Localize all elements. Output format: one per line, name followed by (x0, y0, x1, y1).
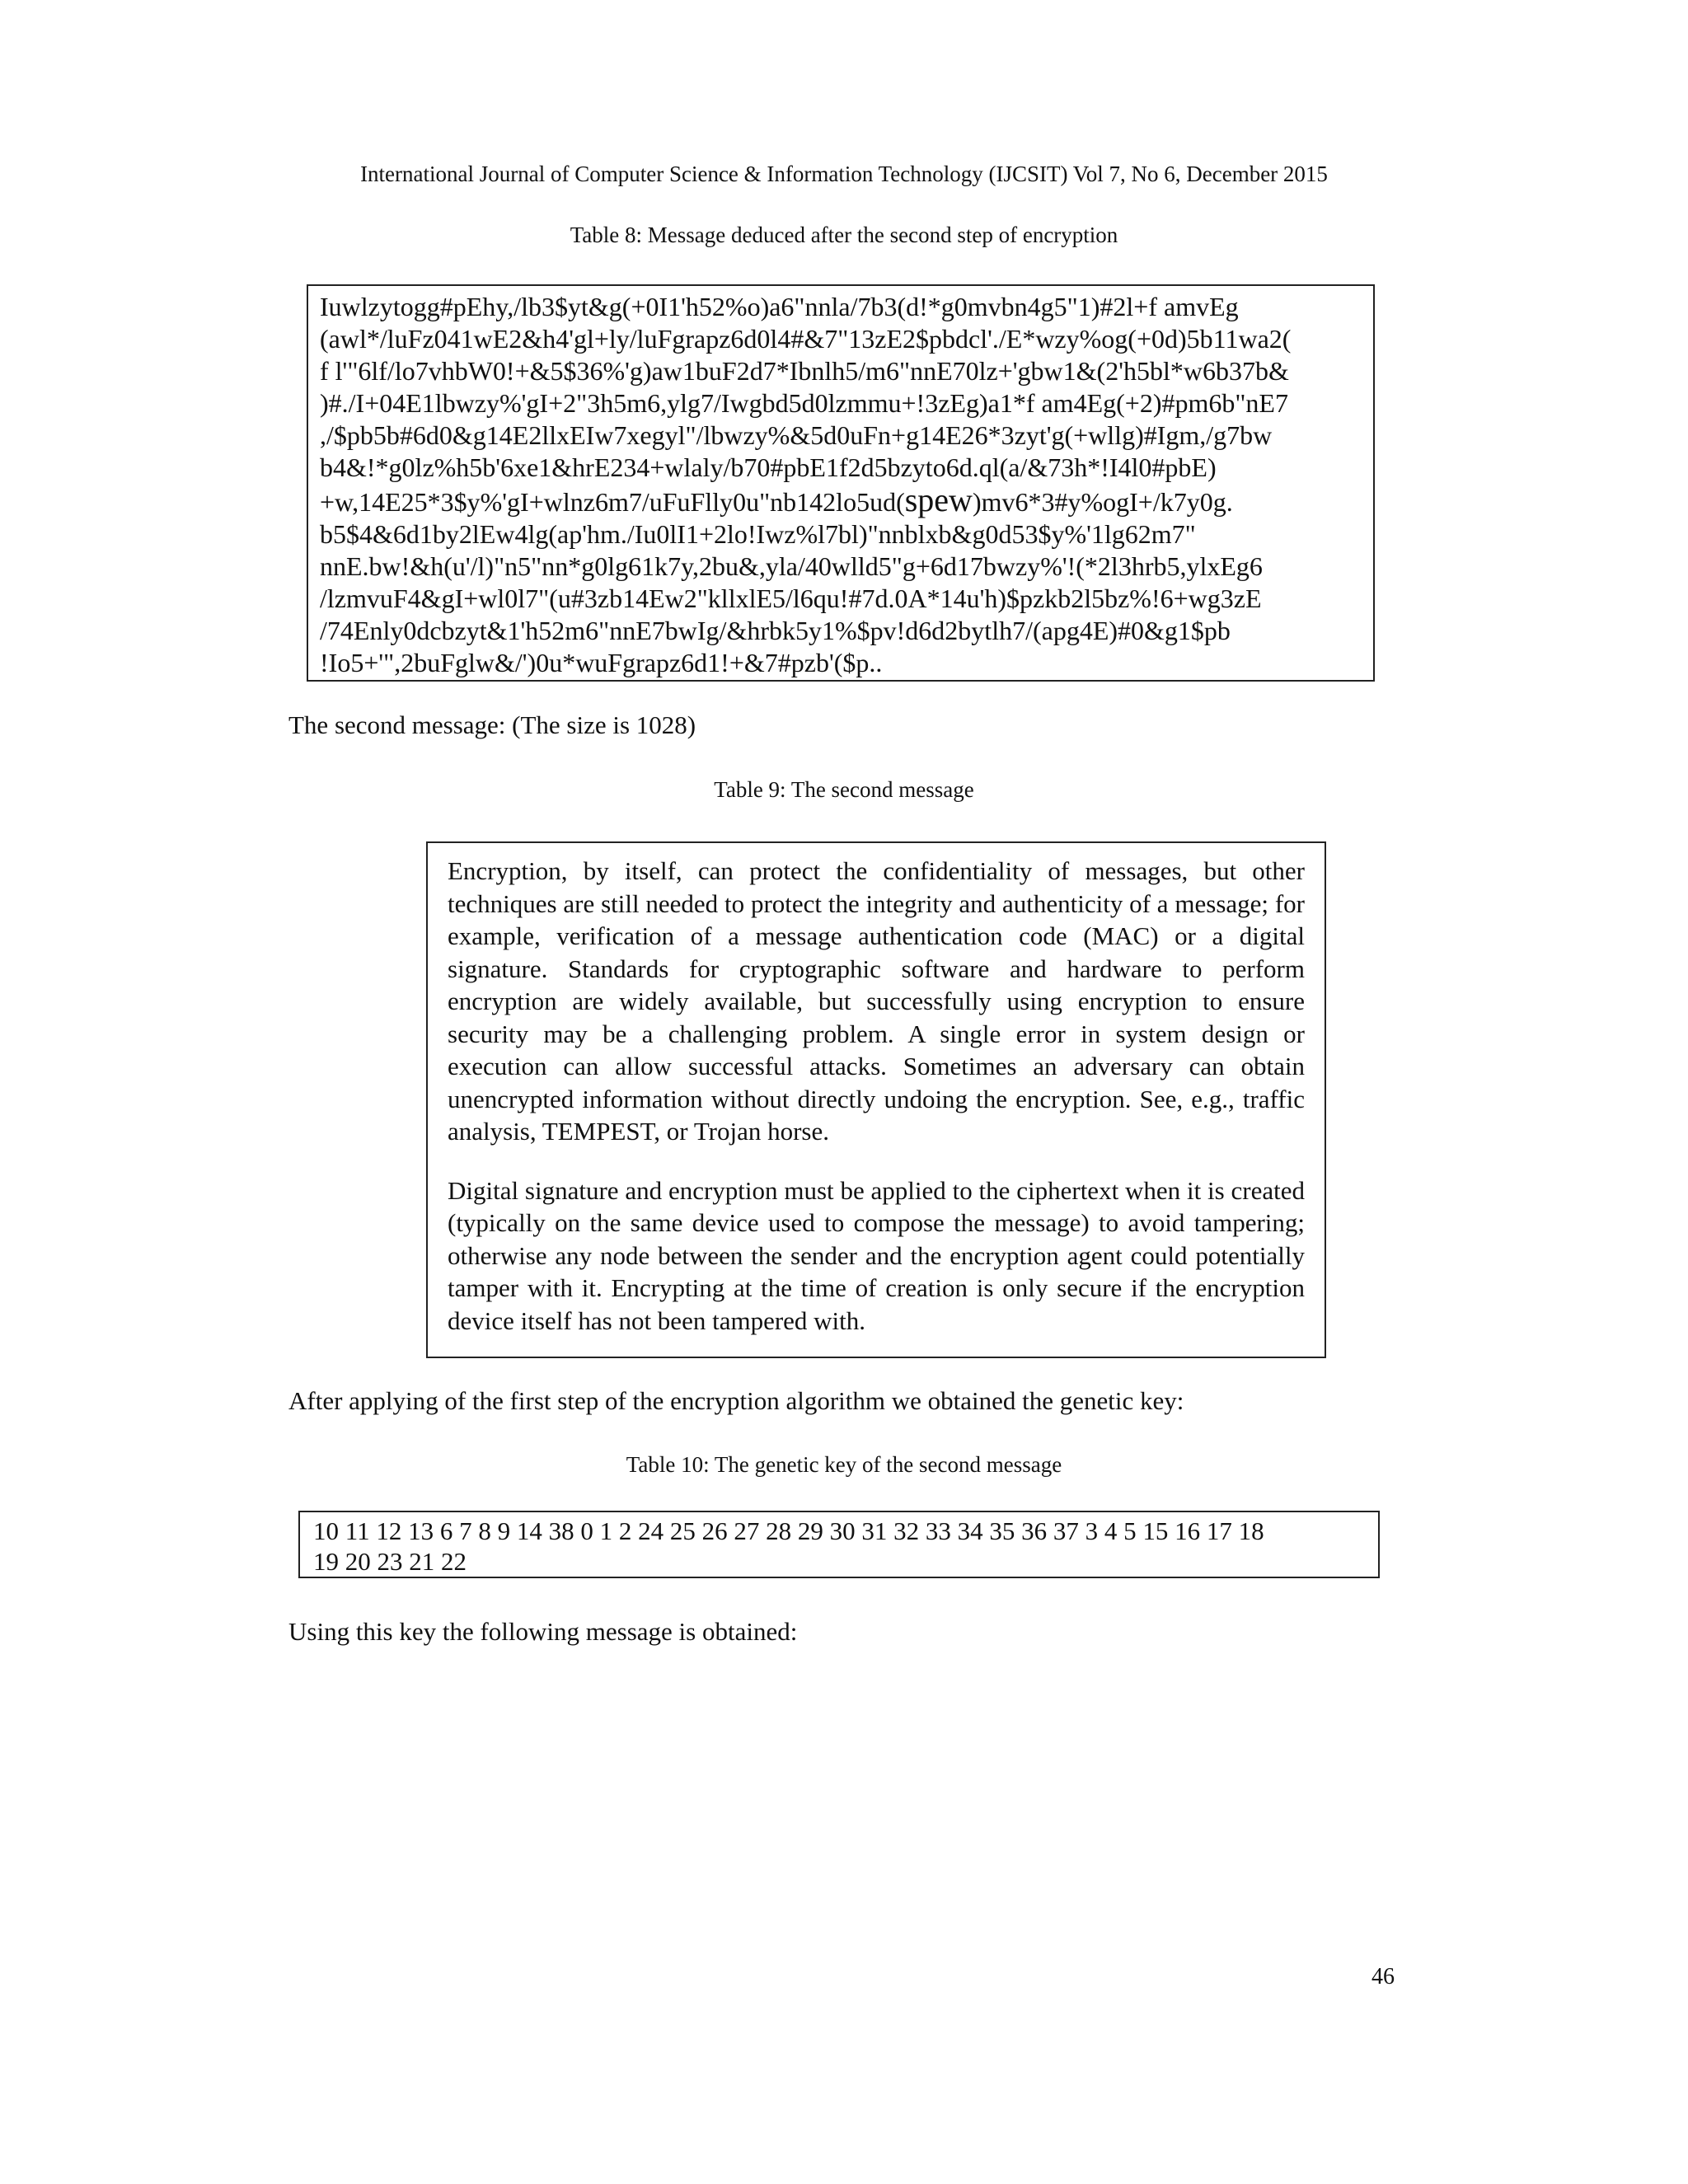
page-number: 46 (1372, 1964, 1395, 1990)
cipher-line: ,/$pb5b#6d0&g14E2llxEIw7xegyl"/lbwzy%&5d0uFn+g14E26*3zyt'g(+wllg)#Igm,/g7bw (320, 420, 1273, 450)
cipher-line: b5$4&6d1by2lEw4lg(ap'hm./Iu0lI1+2lo!Iwz%l7bl)"nnblxb&g0d53$y%'1lg62m7" (320, 519, 1196, 549)
first-step-sentence: After applying of the first step of the encryption algorithm we obtained the genetic key: (288, 1386, 1184, 1415)
table9-caption: Table 9: The second message (714, 777, 974, 802)
cipher-line: (awl*/luFz041wE2&h4'gl+ly/luFgrapz6d0l4#&7"13zE2$pbdcl'./E*wzy%og(+0d)5b11wa2( (320, 324, 1292, 354)
message-paragraph-2: Digital signature and encryption must be applied to the ciphertext when it is created (typically on the same device used to compose the message) to avoid tampering; otherwise any node between the sender and the encryption agent could potentially tamper with it. Encrypting at the time of creation is only secure if the encryption device itself has not been tampered with. (448, 1175, 1305, 1335)
journal-header: International Journal of Computer Science & Information Technology (IJCSIT) Vol 7, No 6, December 2015 (360, 162, 1328, 186)
cipher-line: f l'"6lf/lo7vhbW0!+&5$36%'g)aw1buF2d7*Ibnlh5/m6"nnE70lz+'gbw1&(2'h5bl*w6b37b& (320, 356, 1289, 386)
cipher-line: nnE.bw!&h(u'/l)"n5"nn*g0lg61k7y,2bu&,yla/40wlld5"g+6d17bwzy%'!(*2l3hrb5,ylxEg6 (320, 551, 1263, 581)
table10-genetic-key-box (298, 1511, 1380, 1578)
cipher-line (320, 481, 1362, 518)
second-message-intro: The second message: (The size is 1028) (288, 710, 696, 739)
cipher-line: b4&!*g0lz%h5b'6xe1&hrE234+wlaly/b70#pbE1f2d5bzyto6d.ql(a/&73h*!I4l0#pbE) (320, 452, 1217, 482)
table9-message-box (426, 841, 1326, 1358)
cipher-line: !Io5+'",2buFglw&/')0u*wuFgrapz6d1!+&7#pzb'($p.. (320, 648, 883, 677)
cipher-line-head: +w,14E25*3$y%'gI+wlnz6m7/uFuFlly0u"nb142lo5ud( (320, 487, 905, 517)
table10-caption: Table 10: The genetic key of the second message (626, 1452, 1062, 1477)
genetic-key-line-1: 10 11 12 13 6 7 8 9 14 38 0 1 2 24 25 26 27 28 29 30 31 32 33 34 35 36 37 3 4 5 15 16 17 18 (313, 1516, 1264, 1545)
genetic-key-line-2: 19 20 23 21 22 (313, 1547, 467, 1576)
message-paragraph-1: Encryption, by itself, can protect the confidentiality of messages, but other techniques are still needed to protect the integrity and authenticity of a message; for example, verification of a message authentication code (MAC) or a digital signature. Standards for cryptographic software and hardware to perform encryption are widely available, but successfully using encryption to ensure security may be a challenging problem. A single error in system design or execution can allow successful attacks. Sometimes an adversary can obtain unencrypted information without directly undoing the encryption. See, e.g., traffic analysis, TEMPEST, or Trojan horse. (448, 856, 1305, 1146)
using-key-sentence: Using this key the following message is obtained: (288, 1617, 798, 1646)
cipher-line: Iuwlzytogg#pEhy,/lb3$yt&g(+0I1'h52%o)a6"nnla/7b3(d!*g0mvbn4g5"1)#2l+f amvEg (320, 292, 1239, 321)
cipher-line: )#./I+04E1lbwzy%'gI+2"3h5m6,ylg7/Iwgbd5d0lzmmu+!3zEg)a1*f am4Eg(+2)#pm6b"nE7 (320, 388, 1288, 418)
cipher-line: /74Enly0dcbzyt&1'h52m6"nnE7bwIg/&hrbk5y1%$pv!d6d2bytlh7/(apg4E)#0&g1$pb (320, 616, 1231, 645)
cipher-large-fragment: spew (904, 481, 973, 518)
table8-caption: Table 8: Message deduced after the second step of encryption (570, 223, 1118, 247)
table8-ciphertext-box (307, 284, 1375, 682)
cipher-line-tail: )mv6*3#y%ogI+/k7y0g. (972, 487, 1233, 517)
cipher-line: /lzmvuF4&gI+wl0l7"(u#3zb14Ew2"kllxlE5/l6qu!#7d.0A*14u'h)$pzkb2l5bz%!6+wg3zE (320, 583, 1262, 613)
